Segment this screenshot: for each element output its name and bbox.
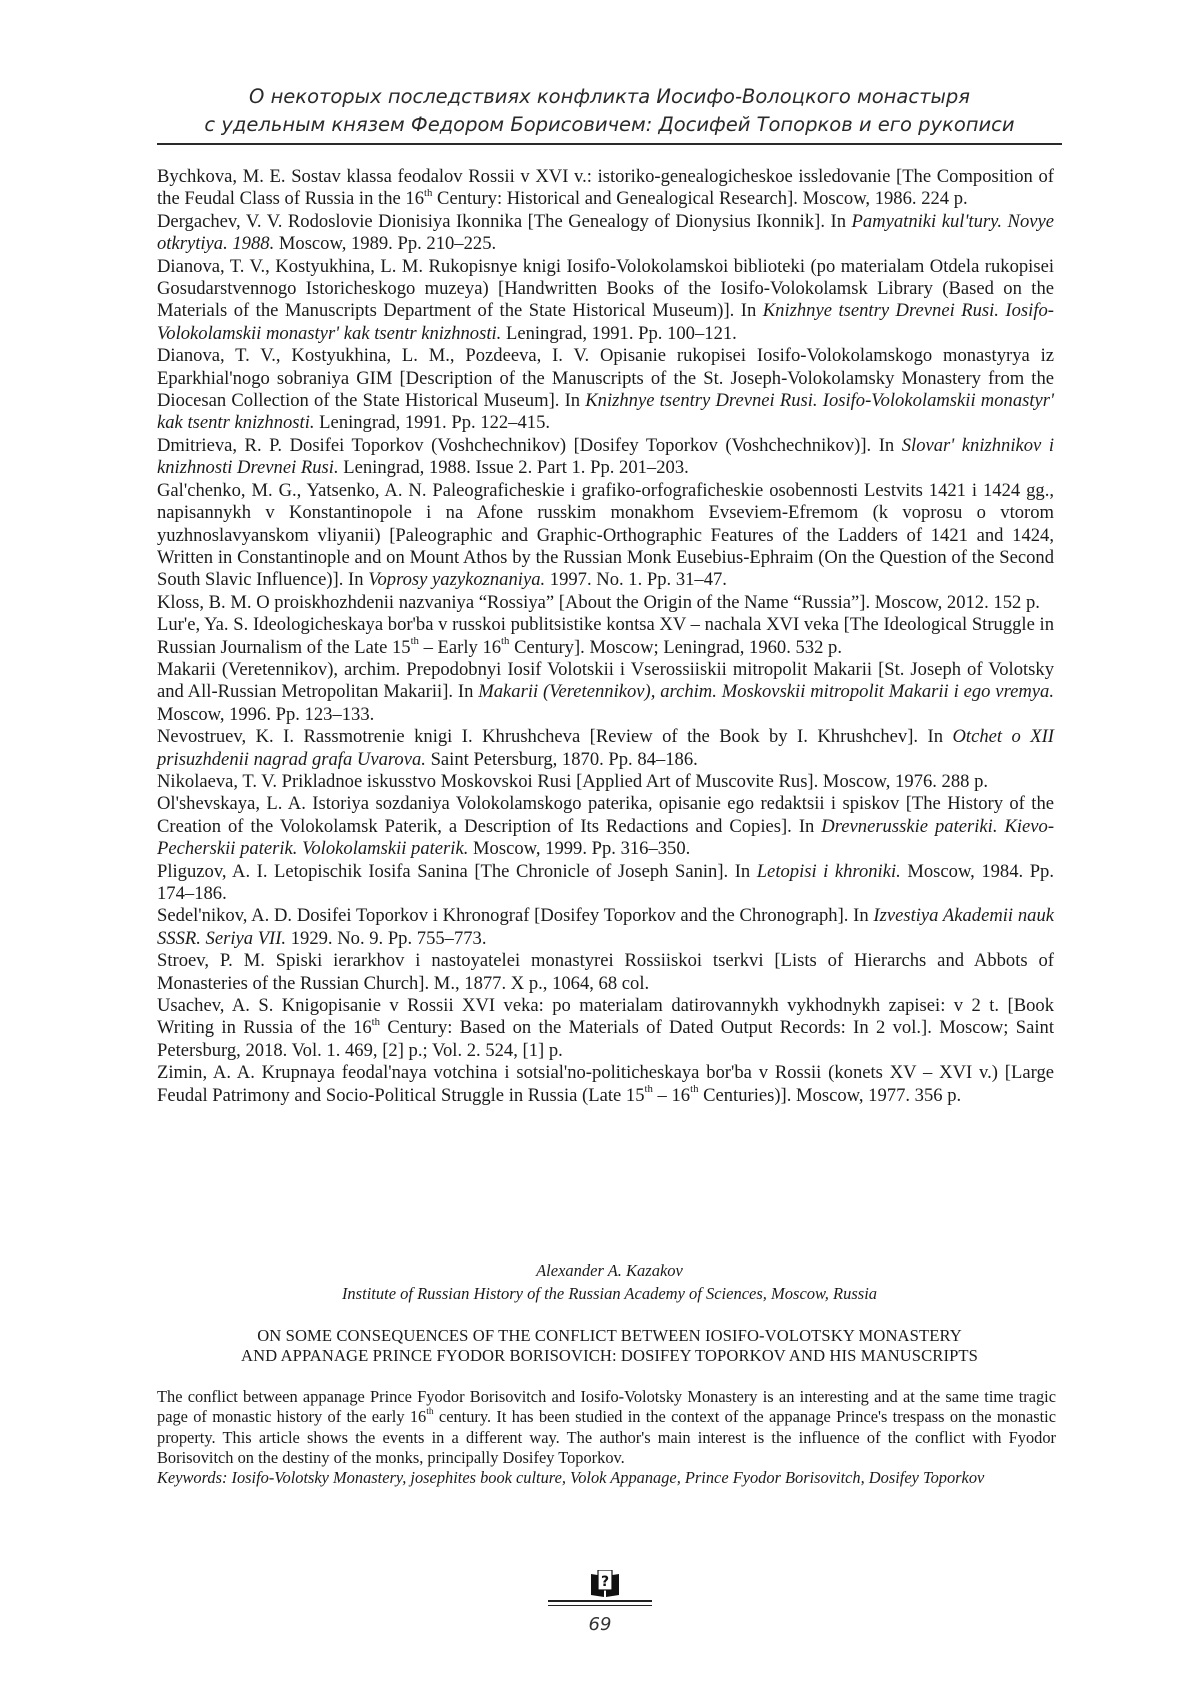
abstract-text-start: The conflict between appanage Prince Fyodor Borisovitch and Iosifo-Volotsky Monastery is an interesting and at the same time tragic page of monastic history of the early 16 (157, 1387, 1056, 1426)
reference-superscript: th (372, 1016, 380, 1028)
reference-text: Dianova, T. V., Kostyukhina, L. M. Rukopisnye knigi Iosifo-Volokolamskoi biblioteki (po materialam Otde­la rukopisei Gosudarstvennogo Istoricheskogo muzeya) [Handwritten Books of the Iosifo-Volokolamsk Li­brary (Based on the Materials of the Manuscripts Department of the State Historical Museum)]. In (157, 256, 1054, 322)
reference-text: Ol'shevskaya, L. A. Istoriya sozdaniya Volokolamskogo paterika, opisanie ego redaktsii i spiskov [The History of the Creation of the Volokolamsk Paterik, a Description of Its Redactions and Copies]. In (157, 793, 1054, 836)
reference-text: Dmitrieva, R. P. Dosifei Toporkov (Voshchechnikov) [Dosifey Toporkov (Voshchechnikov)]. In (157, 435, 902, 456)
reference-entry (157, 905, 1054, 950)
english-title-line-1: ON SOME CONSEQUENCES OF THE CONFLICT BETWEEN IOSIFO-VOLOTSKY MONASTERY (157, 1326, 1062, 1346)
svg-text:?: ? (601, 1574, 609, 1590)
abstract-superscript: th (426, 1407, 433, 1417)
reference-text: Nikolaeva, T. V. Prikladnoe iskusstvo Moskovskoi Rusi [Applied Art of Muscovite Rus]. Moscow, 1976. 288 p. (157, 771, 988, 792)
reference-entry (157, 659, 1054, 726)
reference-text: Leningrad, 1988. Issue 2. Part 1. Pp. 201–203. (339, 457, 689, 478)
reference-superscript: th (501, 635, 509, 647)
reference-entry (157, 995, 1054, 1062)
header-rule (157, 143, 1062, 145)
keywords: Keywords: Iosifo-Volotsky Monastery, josephites book culture, Volok Appanage, Prince Fyodor Borisovitch, Dosifey Toporkov (157, 1468, 1056, 1488)
reference-title-italic: Slovar' knizhnikov i knizhnosti Drevnei Rusi. (157, 435, 1054, 478)
reference-text: Moscow, 1989. Pp. 210–225. (274, 233, 496, 254)
page-number: 69 (548, 1614, 652, 1635)
reference-text: Gal'chenko, M. G., Yatsenko, A. N. Paleograficheskie i grafiko-orfograficheskie osobennosti Lestvits 1421 i 1424 gg., napisannykh v Konstantinopole i na Afone russkim monakhom Evseviem-Efremom (k voprosu o vtorom yuzhnoslavyanskom vliyanii) [Paleographic and Graphic-Orthographic Features of the Ladders of 1421 and 1424, Written in Constantinople and on Mount Athos by the Russian Monk Eusebius-Ephraim (On the Question of the Second South Slavic Influence)]. In (157, 480, 1054, 591)
reference-entry (157, 166, 1054, 211)
reference-text: 1929. No. 9. Pp. 755–773. (286, 928, 486, 949)
abstract-text-end: century. It has been studied in the context of the appanage Prince's trespass on the monastic property. This article shows the events in a different way. The author's main interest is the influence of the conflict with Fyodor Borisovitch on the destiny of the monks, principally Dosifey Toporkov. (157, 1407, 1056, 1467)
reference-entry (157, 614, 1054, 659)
reference-text: Saint Petersburg, 1870. Pp. 84–186. (426, 749, 698, 770)
reference-text: Dergachev, V. V. Rodoslovie Dionisiya Ikonnika [The Genealogy of Dionysius Ikonnik]. In (157, 211, 852, 232)
reference-text: Moscow, 1996. Pp. 123–133. (157, 704, 374, 725)
reference-entry (157, 861, 1054, 906)
reference-text: Sedel'nikov, A. D. Dosifei Toporkov i Khronograf [Dosifey Toporkov and the Chronograph]. In (157, 905, 873, 926)
reference-text: – Early 16 (419, 637, 501, 658)
reference-superscript: th (424, 187, 432, 199)
reference-entry (157, 256, 1054, 346)
reference-text: Centuries)]. Moscow, 1977. 356 p. (698, 1085, 961, 1106)
reference-text: 1997. No. 1. Pp. 31–47. (545, 569, 727, 590)
reference-text: Moscow, 1999. Pp. 316–350. (468, 838, 690, 859)
reference-entry (157, 771, 1054, 793)
abstract (157, 1387, 1056, 1488)
reference-text: Leningrad, 1991. Pp. 122–415. (315, 412, 551, 433)
reference-title-italic: Pamyatniki kul'tu­ry. Novye otkrytiya. 1988. (157, 211, 1054, 254)
reference-text: Stroev, P. M. Spiski ierarkhov i nastoyatelei monastyrei Rossiiskoi tserkvi [Lists of Hierarchs and Abbots of Monasteries of the Russian Church]. M., 1877. X p., 1064, 68 col. (157, 950, 1054, 993)
reference-superscript: th (411, 635, 419, 647)
reference-title-italic: Voprosy yazykoznaniya. (368, 569, 545, 590)
reference-text: Makarii (Veretennikov), archim. Prepodobnyi Iosif Volotskii i Vserossiiskii mitropolit Makarii [St. Joseph of Volotsky and All-Russian Metropolitan Makarii]. In (157, 659, 1054, 702)
references-list (157, 166, 1054, 1107)
reference-text: Pliguzov, A. I. Letopischik Iosifa Sanina [The Chronicle of Joseph Sanin]. In (157, 861, 757, 882)
reference-text: Usachev, A. S. Knigopisanie v Rossii XVI veka: po materialam datirovannykh vykhodnykh zapisei: v 2 t. [Book Writing in Russia of the 16 (157, 995, 1054, 1038)
reference-text: Century: Based on the Materials of Dated Output Records: In 2 vol.]. Moscow; Saint Petersburg, 2018. Vol. 1. 469, [2] p.; Vol. 2. 524, [1] p. (157, 1017, 1054, 1060)
reference-superscript: th (690, 1083, 698, 1095)
running-head-line-2: с удельным князем Федором Борисовичем: Досифей Топорков и его рукописи (157, 111, 1062, 139)
reference-text: Bychkova, M. E. Sostav klassa feodalov Rossii v XVI v.: istoriko-genealogicheskoe issledovanie [The Com­position of the Feudal Class of Russia in the 16 (157, 166, 1054, 209)
running-head-line-1: О некоторых последствиях конфликта Иосифо-Волоцкого монастыря (157, 83, 1062, 111)
reference-title-italic: Otchet o XII prisuzhdenii nagrad grafa Uvarova. (157, 726, 1054, 769)
reference-text: – 16 (653, 1085, 690, 1106)
reference-text: Leningrad, 1991. Pp. 100–121. (501, 323, 737, 344)
footer-rule-top (548, 1600, 652, 1602)
reference-title-italic: Letopisi i khroniki. (757, 861, 901, 882)
running-head (157, 83, 1062, 139)
author-affiliation: Institute of Russian History of the Russian Academy of Sciences, Moscow, Russia (157, 1283, 1062, 1305)
reference-entry (157, 1062, 1054, 1107)
reference-superscript: th (645, 1083, 653, 1095)
author-name: Alexander A. Kazakov (157, 1260, 1062, 1282)
reference-entry (157, 345, 1054, 435)
book-question-icon (589, 1570, 621, 1598)
reference-text: Lur'e, Ya. S. Ideologicheskaya bor'ba v russkoi publitsistike kontsa XV – nachala XVI veka [The Ideological Struggle in Russian Journalism of the Late 15 (157, 614, 1054, 657)
reference-entry (157, 793, 1054, 860)
reference-entry (157, 726, 1054, 771)
reference-title-italic: Drevnerusskie pateriki. Kievo-Pecherskii paterik. Volokolamskii paterik. (157, 816, 1054, 859)
reference-text: Kloss, B. M. O proiskhozhdenii nazvaniya “Rossiya” [About the Origin of the Name “Russia”]. Moscow, 2012. 152 p. (157, 592, 1040, 613)
footer-rule-bottom (548, 1605, 652, 1606)
reference-title-italic: Knizhnye tsentry Drevnei Rusi. Iosifo-Volokol­amskii monastyr' kak tsentr knizhnosti. (157, 390, 1054, 433)
reference-text: Century: Historical and Genealogical Research]. Moscow, 1986. 224 p. (432, 188, 967, 209)
english-title-line-2: AND APPANAGE PRINCE FYODOR BORISOVICH: DOSIFEY TOPORKOV AND HIS MANUSCRIPTS (157, 1346, 1062, 1366)
reference-text: Zimin, A. A. Krupnaya feodal'naya votchina i sotsial'no-politicheskaya bor'ba v Rossii (konets XV – XVI v.) [Large Feudal Patrimony and Socio-Political Struggle in Russia (Late 15 (157, 1062, 1054, 1105)
reference-title-italic: Makarii (Veretennikov), archim. Moskovskii mitropolit Makarii i ego vremya. (478, 681, 1054, 702)
english-title (157, 1326, 1062, 1366)
reference-text: Nevostruev, K. I. Rassmotrenie knigi I. Khrushcheva [Review of the Book by I. Khrushchev]. In (157, 726, 952, 747)
reference-entry (157, 950, 1054, 995)
reference-text: Dianova, T. V., Kostyukhina, L. M., Pozdeeva, I. V. Opisanie rukopisei Iosifo-Volokolamskogo monastyrya iz Eparkhial'nogo sobraniya GIM [Description of the Manuscripts of the St. Joseph-Volokolamsky Monastery from the Diocesan Collection of the State Historical Museum]. In (157, 345, 1054, 411)
reference-entry (157, 435, 1054, 480)
reference-title-italic: Knizhnye tsentry Drevnei Rusi. Iosifo-Volokolamskii monastyr' kak tsentr knizhnosti. (157, 300, 1054, 343)
reference-entry (157, 211, 1054, 256)
reference-entry (157, 480, 1054, 592)
reference-text: Century]. Moscow; Leningrad, 1960. 532 p. (509, 637, 842, 658)
reference-entry (157, 592, 1054, 614)
reference-text: Moscow, 1984. Pp. 174–186. (157, 861, 1054, 904)
reference-title-italic: Izvestiya Ak­ademii nauk SSSR. Seriya VII. (157, 905, 1054, 948)
